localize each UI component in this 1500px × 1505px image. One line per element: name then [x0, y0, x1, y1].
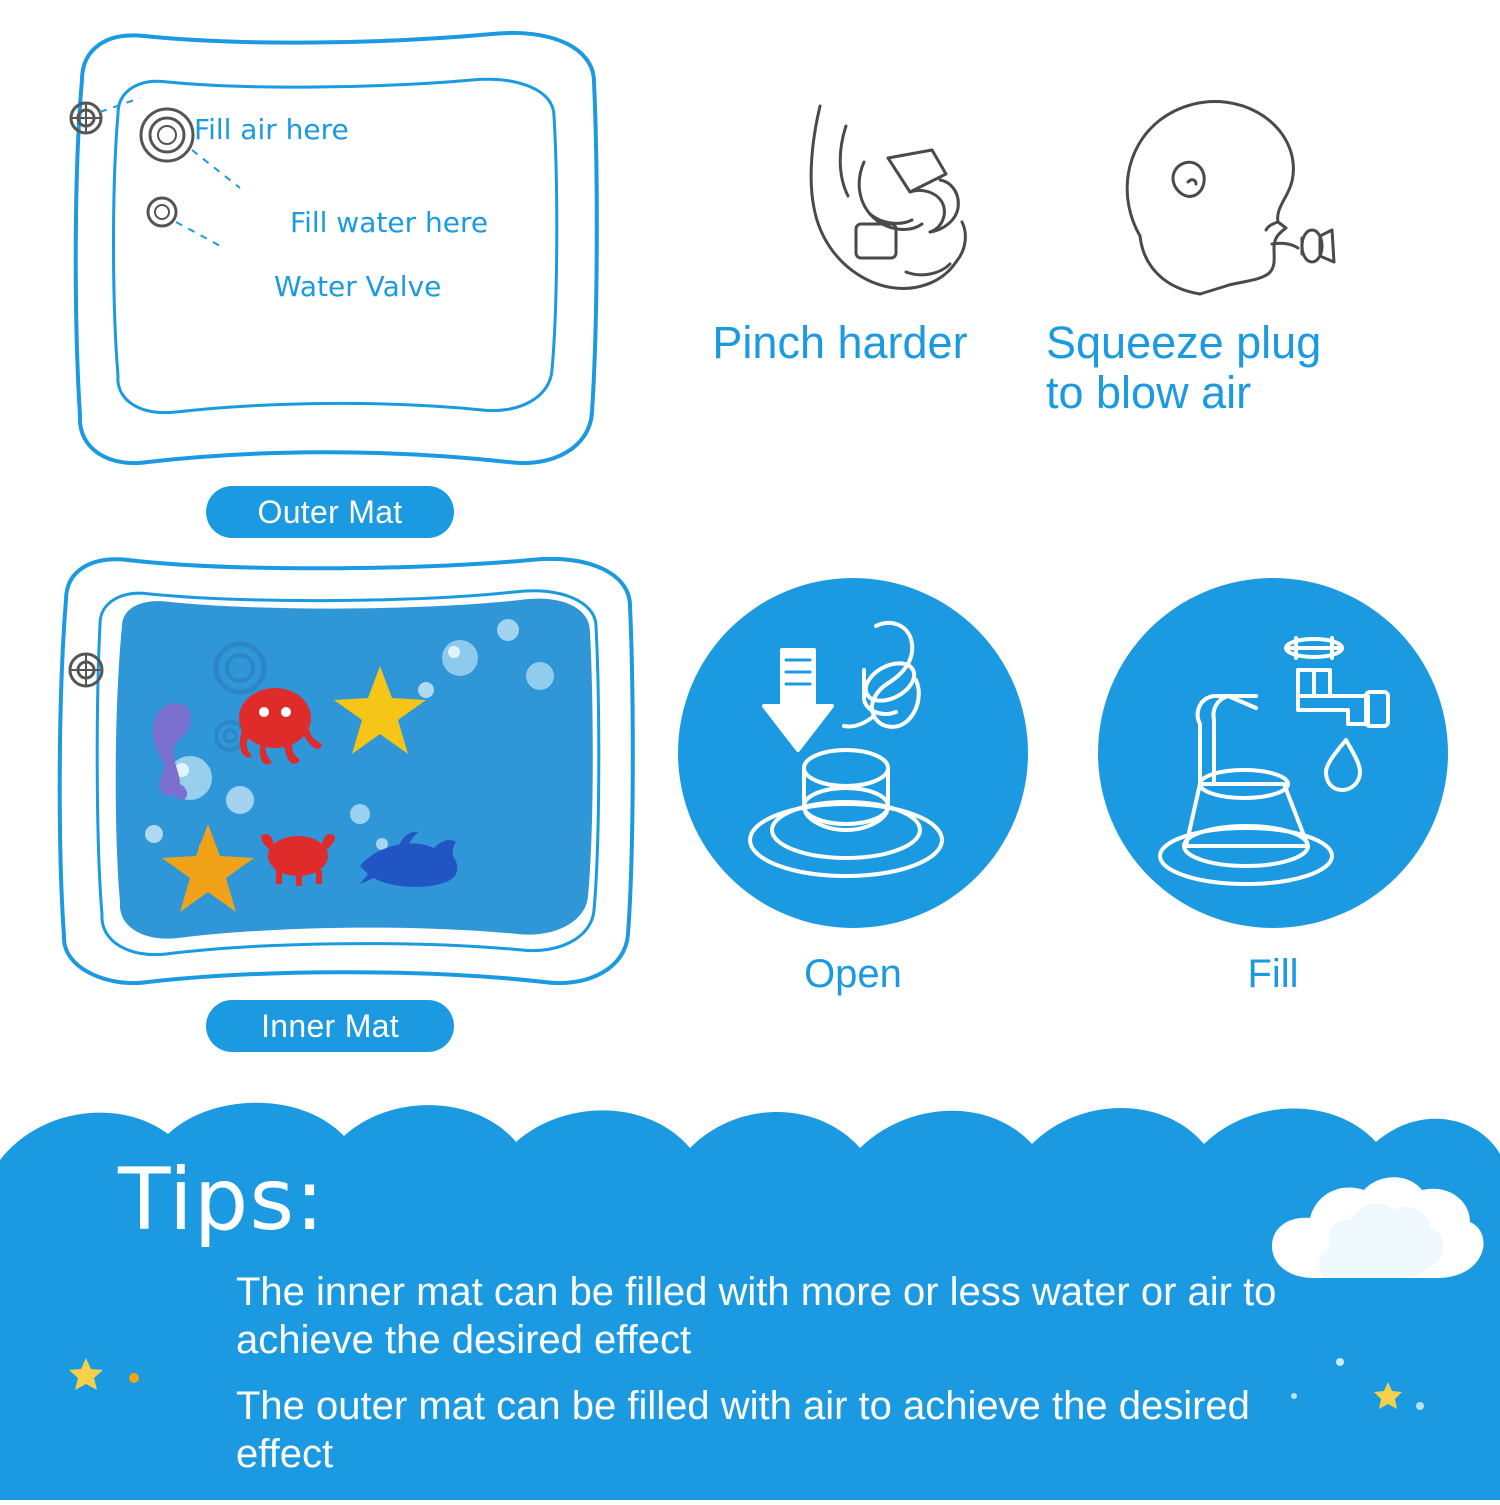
faucet-filling-valve-icon: [1098, 578, 1448, 928]
head-blowing-air-icon: [1096, 86, 1356, 306]
inner-mat-illustration: [30, 548, 640, 998]
water-fill-port-icon: [141, 109, 193, 161]
hand-pinching-valve-icon: [760, 96, 1020, 306]
caption-open: Open: [804, 952, 902, 996]
outer-mat-drawing: [52, 20, 622, 480]
inner-mat-drawing: [30, 548, 640, 998]
open-step-circle: [678, 578, 1028, 928]
outer-mat-illustration: [52, 20, 622, 480]
inner-mat-pill-label: Inner Mat: [206, 1000, 454, 1052]
caption-squeeze-plug: [1046, 318, 1446, 418]
tip-line-2: The outer mat can be filled with air to achieve the desired effect: [236, 1384, 1250, 1476]
outer-mat-pill-label: Outer Mat: [206, 486, 454, 538]
caption-squeeze-plug-line1: Squeeze plug: [1046, 317, 1322, 368]
tips-title: Tips:: [118, 1150, 326, 1250]
caption-fill: Fill: [1247, 952, 1299, 996]
water-valve-icon: [148, 198, 176, 226]
air-valve-icon: [71, 103, 101, 133]
caption-pinch-harder: Pinch harder: [712, 317, 968, 368]
caption-squeeze-plug-line2: to blow air: [1046, 367, 1252, 418]
label-fill-water: Fill water here: [290, 206, 489, 239]
tip-line-1: The inner mat can be filled with more or less water or air to achieve the desired effect: [236, 1270, 1277, 1362]
inner-mat-air-valve-icon: [70, 654, 102, 686]
valve-open-arrow-icon: [678, 578, 1028, 928]
fill-step-circle: [1098, 578, 1448, 928]
label-water-valve: Water Valve: [274, 270, 442, 303]
label-fill-air: Fill air here: [194, 113, 349, 146]
